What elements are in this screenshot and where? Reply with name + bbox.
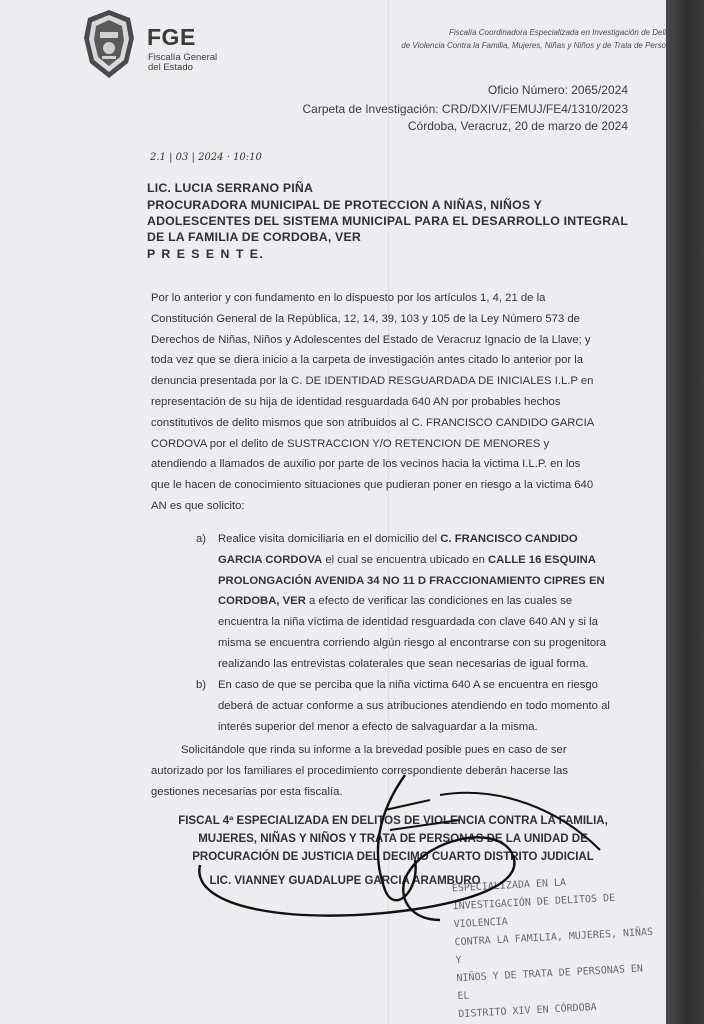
- logo-name: FGE: [147, 24, 196, 50]
- body-paragraph-1: Por lo anterior y con fundamento en lo dispuesto por los artículos 1, 4, 21 de la Constitución General de la República, 12, 14, 39, 103 y 105 de la Ley Número 573 de Derechos de Niñas, Niños y Adolescentes del Estado de Veracruz Ignacio de la Llave; y toda vez que se diera inicio a la carpeta de investigación antes citado lo anterior por la denuncia presentada por la C. DE IDENTIDAD RESGUARDADA DE INICIALES I.L.P en representación de su hija de identidad resguardada 640 AN por probables hechos constitutivos de delito mismos que son atribuidos al C. FRANCISCO CANDIDO GARCIA CORDOVA por el delito de SUSTRACCION Y/O RETENCION DE MENORES y atendiendo a llamados de auxilio por parte de los vecinos hacia la victima I.L.P. en los que le hacen de conocimiento situaciones que pudieran poner en riesgo a la victima 640 AN es que solicito:: [151, 292, 595, 512]
- oficio-number: Oficio Número: 2065/2024: [487, 83, 628, 97]
- signer-name: LIC. VIANNEY GUADALUPE GARCIA ARAMBURO: [209, 875, 481, 887]
- carpeta-investigacion: Carpeta de Investigación: CRD/DXIV/FEMUJ/FE4/1310/2023: [302, 102, 628, 116]
- addressee-title-3: DE LA FAMILIA DE CORDOBA, VER: [147, 230, 361, 244]
- addressee-name: LIC. LUCIA SERRANO PIÑA: [147, 181, 314, 195]
- state-seal-icon: [80, 8, 138, 80]
- agency-line-1: Fiscalía Coordinadora Especializada en Investigación de Deli: [448, 28, 666, 37]
- item-a-marker: a): [196, 533, 207, 545]
- presente: P R E S E N T E.: [147, 247, 265, 261]
- place-date: Córdoba, Veracruz, 20 de marzo de 2024: [407, 119, 628, 133]
- item-b-marker: b): [196, 679, 207, 691]
- closing-paragraph: Solicitándole que rinda su informe a la brevedad posible pues en caso de ser autorizado por los familiares el procedimiento correspondiente deberán hacerse las gestiones necesarias por esta fiscalía.: [151, 744, 568, 798]
- item-a: Realice visita domiciliaria en el domicilio del C. FRANCISCO CANDIDO GARCIA CORDOVA el cual se encuentra ubicado en CALLE 16 ESQUINA PROLONGACIÓN AVENIDA 34 NO 11 D FRACCIONAMIENTO CIPRES EN CORDOBA, VER a efecto de verificar las condiciones en las cuales se encuentra la niña víctima de identidad resguardada con clave 640 AN y si la misma se encuentra corriendo algún riesgo al encontrarse con su progenitora realizando las entrevistas colaterales que sean necesarias de igual forma.: [218, 533, 607, 670]
- handwritten-signature: [180, 770, 640, 940]
- addressee-title-1: PROCURADORA MUNICIPAL DE PROTECCION A NIÑAS, NIÑOS Y: [147, 198, 543, 212]
- agency-line-2: de Violencia Contra la Familia, Mujeres, Niñas y Niños y de Trata de Perso: [401, 41, 666, 50]
- official-stamp: ESPECIALIZADA EN LA INVESTIGACIÓN DE DELITOS DE VIOLENCIA CONTRA LA FAMILIA, MUJERES, NIÑAS Y NIÑOS Y DE TRATA DE PERSONAS EN EL DISTRITO XIV EN CÓRDOBA: [451, 877, 654, 1021]
- logo-subtitle: Fiscalía General del Estado: [148, 52, 218, 73]
- item-b: En caso de que se perciba que la niña victima 640 A se encuentra en riesgo deberá de actuar conforme a sus atribuciones atendiendo en todo momento al interés superior del menor a efecto de salvaguardar a la misma.: [218, 679, 610, 733]
- addressee-title-2: ADOLESCENTES DEL SISTEMA MUNICIPAL PARA EL DESARROLLO INTEGRAL: [147, 214, 629, 228]
- background-surface: [666, 0, 704, 1024]
- signature-block: FISCAL 4ª ESPECIALIZADA EN DELITOS DE VIOLENCIA CONTRA LA FAMILIA, MUJERES, NIÑAS Y NIÑOS Y TRATA DE PERSONAS DE LA UNIDAD DE PROCURACIÓN DE JUSTICIA DEL DECIMO CUARTO DISTRITO JUDICIAL: [178, 815, 608, 863]
- received-note: 2.1 | 03 | 2024 · 10:10: [150, 152, 262, 163]
